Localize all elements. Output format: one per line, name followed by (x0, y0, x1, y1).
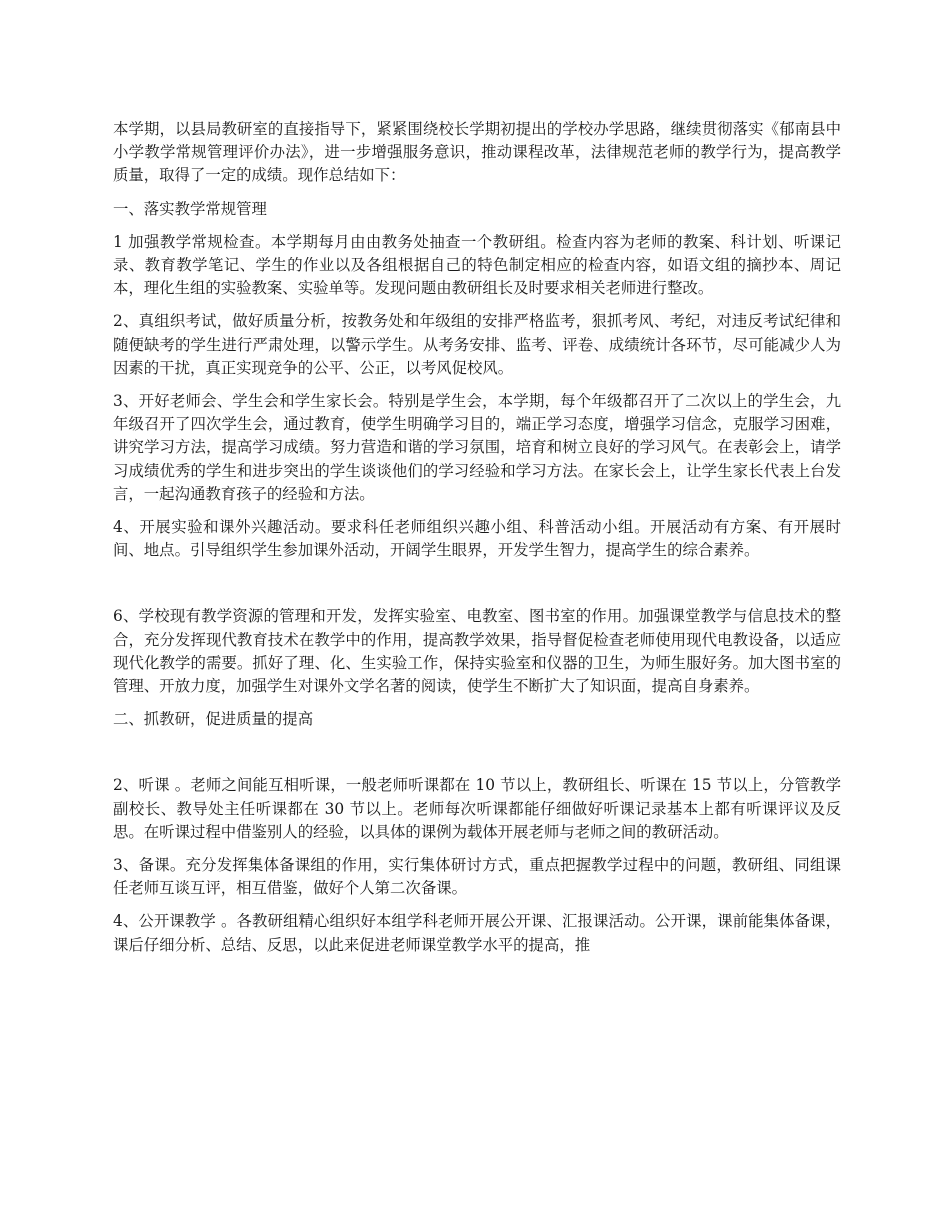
document-body (113, 118, 841, 967)
paragraph-open-class: 4、公开课教学 。各教研组精心组织好本组学科老师开展公开课、汇报课活动。公开课，课前能集体备课，课后仔细分析、总结、反思，以此来促进老师课堂教学水平的提高，推 (113, 912, 841, 954)
paragraph-activities: 4、开展实验和课外兴趣活动。要求科任老师组织兴趣小组、科普活动小组。开展活动有方案、有开展时间、地点。引导组织学生参加课外活动，开阔学生眼界，开发学生智力，提高学生的综合素养。 (113, 518, 841, 560)
paragraph-gap (113, 741, 841, 774)
section-heading-1: 一、落实教学常规管理 (113, 199, 267, 218)
paragraph-lesson-prep: 3、备课。充分发挥集体备课组的作用，实行集体研讨方式，重点把握教学过程中的问题，教研组、同组课任老师互谈互评，相互借鉴，做好个人第二次备课。 (113, 856, 841, 898)
paragraph-exams: 2、真组织考试，做好质量分析，按教务处和年级组的安排严格监考，狠抓考风、考纪，对违反考试纪律和随便缺考的学生进行严肃处理，以警示学生。从考务安排、监考、评卷、成绩统计各环节，尽可能减少人为因素的干扰，真正实现竞争的公平、公正，以考风促校风。 (113, 312, 841, 377)
paragraph-meetings: 3、开好老师会、学生会和学生家长会。特别是学生会，本学期，每个年级都召开了二次以上的学生会，九年级召开了四次学生会，通过教育，使学生明确学习目的，端正学习态度，增强学习信念，克服学习困难，讲究学习方法，提高学习成绩。努力营造和谐的学习氛围，培育和树立良好的学习风气。在表彰会上，请学习成绩优秀的学生和进步突出的学生谈谈他们的学习经验和学习方法。在家长会上，让学生家长代表上台发言，一起沟通教育孩子的经验和方法。 (113, 392, 841, 503)
paragraph-lesson-observation: 2、听课 。老师之间能互相听课，一般老师听课都在 10 节以上，教研组长、听课在 15 节以上，分管教学副校长、教导处主任听课都在 30 节以上。老师每次听课都能仔细做好听课记录基本上都有听课评议及反思。在听课过程中借鉴别人的经验，以具体的课例为载体开展老师与老师之间的教研活动。 (113, 776, 841, 841)
section-heading-2: 二、抓教研，促进质量的提高 (113, 710, 314, 729)
paragraph-resources: 6、学校现有教学资源的管理和开发，发挥实验室、电教室、图书室的作用。加强课堂教学与信息技术的整合，充分发挥现代教育技术在教学中的作用，提高教学效果，指导督促检查老师使用现代电教设备，以适应现代化教学的需要。抓好了理、化、生实验工作，保持实验室和仪器的卫生，为师生服好务。加大图书室的管理、开放力度，加强学生对课外文学名著的阅读，使学生不断扩大了知识面，提高自身素养。 (113, 607, 841, 696)
paragraph-gap (113, 572, 841, 605)
intro-paragraph: 本学期，以县局教研室的直接指导下，紧紧围绕校长学期初提出的学校办学思路，继续贯彻落实《郁南县中小学教学常规管理评价办法》，进一步增强服务意识，推动课程改革，法律规范老师的教学行为，提高教学质量，取得了一定的成绩。现作总结如下： (113, 120, 841, 185)
paragraph-routine-check: 1 加强教学常规检查。本学期每月由由教务处抽查一个教研组。检查内容为老师的教案、科计划、听课记录、教育教学笔记、学生的作业以及各组根据自己的特色制定相应的检查内容，如语文组的摘抄本、周记本，理化生组的实验教案、实验单等。发现问题由教研组长及时要求相关老师进行整改。 (113, 232, 841, 298)
